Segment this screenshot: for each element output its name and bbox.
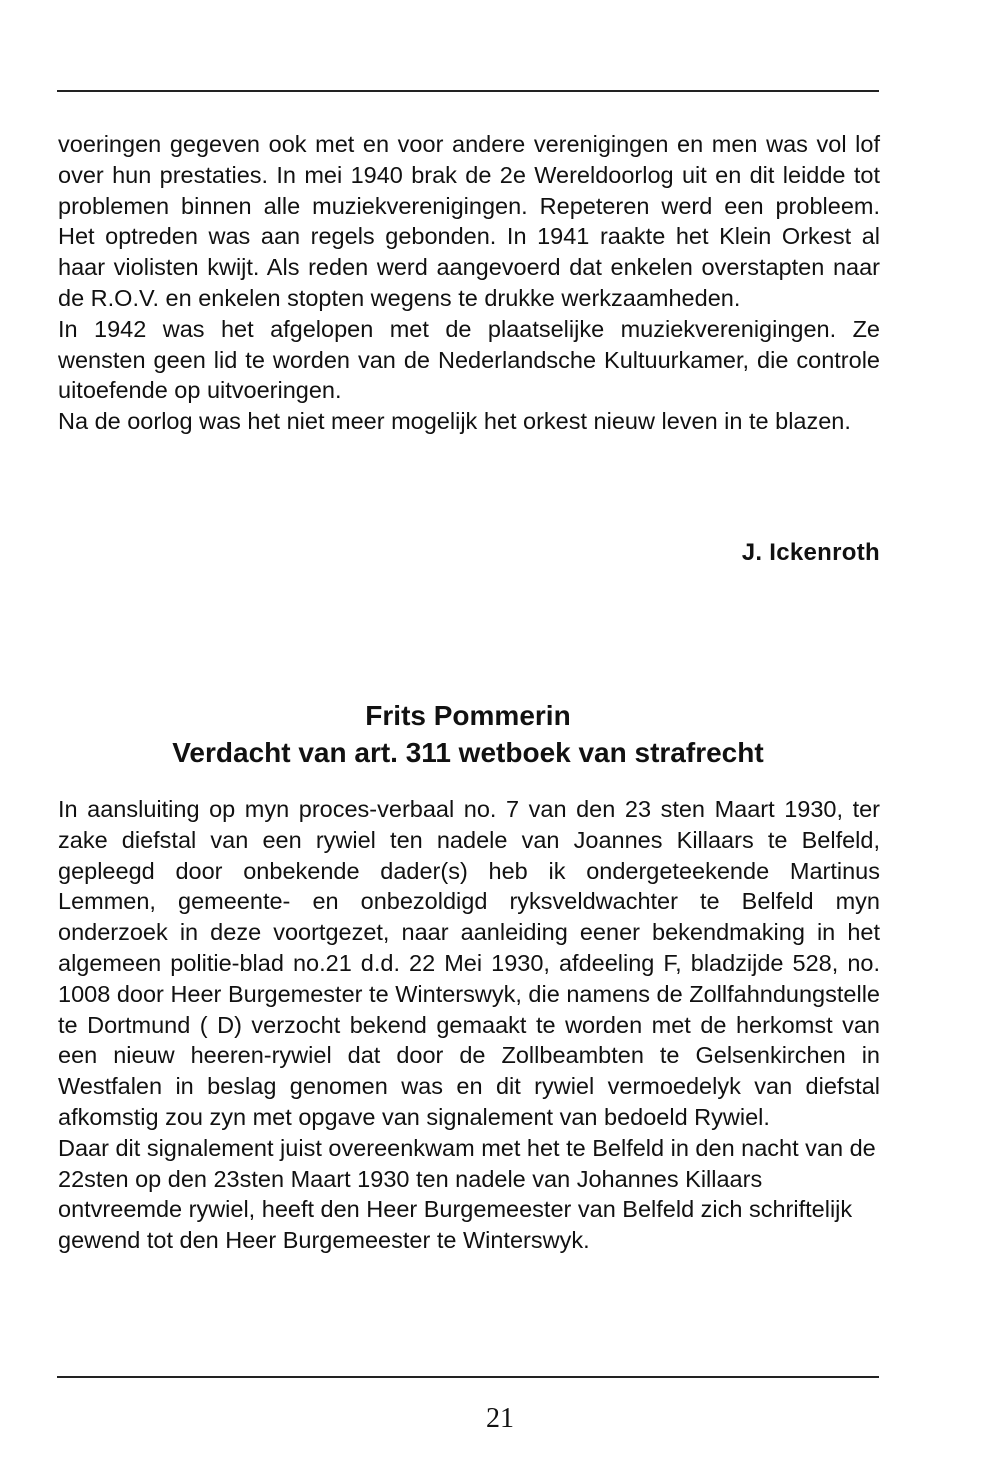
top-divider (57, 90, 879, 92)
article-heading (57, 697, 879, 771)
intro-text (58, 129, 880, 437)
author-signature: J. Ickenroth (741, 539, 880, 566)
article-text (58, 794, 880, 1256)
intro-paragraph: Na de oorlog was het niet meer mogelijk het orkest nieuw leven in te blazen. (58, 408, 851, 435)
article-subtitle: Verdacht van art. 311 wetboek van strafrecht (172, 737, 764, 768)
article-paragraph: In aansluiting op myn proces-verbaal no. 7 van den 23 sten Maart 1930, ter zake diefstal van een rywiel ten nadele van Joannes Killaars te Belfeld, gepleegd door onbekende dader(s) heb ik ondergeteekende Martinus Lemmen, gemeente- en onbezoldigd ryksveldwachter te Belfeld myn onderzoek in deze voortgezet, naar aanleiding eener bekendmaking in het algemeen politie-blad no.21 d.d. 22 Mei 1930, afdeeling F, bladzijde 528, no. 1008 door Heer Burgemester te Winterswyk, die namens de Zollfahndungstelle te Dortmund ( D) verzocht bekend gemaakt te worden met de herkomst van een nieuw heeren-rywiel dat door de Zollbeambten te Gelsenkirchen in Westfalen in beslag genomen was en dit rywiel vermoedelyk van diefstal afkomstig zou zyn met opgave van signalement van bedoeld Rywiel. (58, 796, 880, 1130)
article-paragraph: Daar dit signalement juist overeenkwam met het te Belfeld in den nacht van de 22sten op den 23sten Maart 1930 ten nadele van Johannes Killaars ontvreemde rywiel, heeft den Heer Burgemeester van Belfeld zich schriftelijk gewend tot den Heer Burgemeester te Winterswyk. (58, 1134, 876, 1254)
intro-paragraph: voeringen gegeven ook met en voor andere verenigingen en men was vol lof over hun prestaties. In mei 1940 brak de 2e Wereldoorlog uit en dit leidde tot problemen binnen alle muziekverenigingen. Repeteren werd een probleem. Het optreden was aan regels gebonden. In 1941 raakte het Klein Orkest al haar violisten kwijt. Als reden werd aangevoerd dat enkelen overstapten naar de R.O.V. en enkelen stopten wegens te drukke werkzaamheden. (58, 131, 880, 311)
bottom-divider (57, 1376, 879, 1378)
page-number: 21 (486, 1403, 514, 1434)
intro-paragraph: In 1942 was het afgelopen met de plaatselijke muziekverenigingen. Ze wensten geen lid te worden van de Nederlandsche Kultuurkamer, die controle uitoefende op uitvoeringen. (58, 315, 880, 404)
article-title: Frits Pommerin (365, 700, 571, 731)
